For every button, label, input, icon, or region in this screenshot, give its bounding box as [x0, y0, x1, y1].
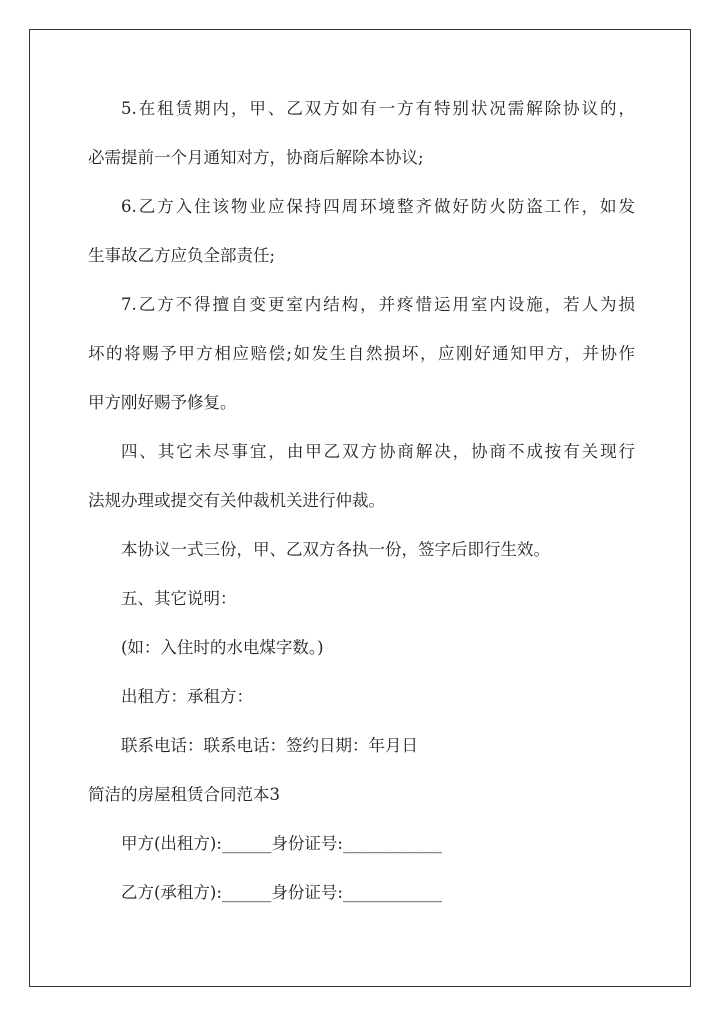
clause-5-line-2: 必需提前一个月通知对方，协商后解除本协议; [88, 148, 424, 167]
section-4-line-1: 四、其它未尽事宜，由甲乙双方协商解决，协商不成按有关现行 [121, 442, 635, 461]
clause-7-line-3: 甲方刚好赐予修复。 [88, 393, 237, 412]
signatories-line: 出租方：承租方： [121, 687, 253, 706]
contract-3-title: 简洁的房屋租赁合同范本3 [88, 785, 280, 804]
section-5-heading: 五、其它说明： [121, 589, 237, 608]
contact-date-line: 联系电话：联系电话：签约日期：年月日 [121, 736, 418, 755]
party-a-line: 甲方(出租方):______身份证号:____________ [121, 834, 442, 853]
clause-7-line-1: 7.乙方不得擅自变更室内结构，并疼惜运用室内设施，若人为损 [121, 295, 635, 314]
clause-6-line-2: 生事故乙方应负全部责任; [88, 246, 276, 265]
clause-6-line-1: 6.乙方入住该物业应保持四周环境整齐做好防火防盗工作，如发 [121, 197, 635, 216]
section-4-line-2: 法规办理或提交有关仲裁机关进行仲裁。 [88, 491, 385, 510]
clause-7-line-2: 坏的将赐予甲方相应赔偿;如发生自然损坏，应刚好通知甲方，并协作 [88, 344, 635, 363]
copies-clause: 本协议一式三份，甲、乙双方各执一份，签字后即行生效。 [121, 540, 550, 559]
meter-readings-note: (如：入住时的水电煤字数。) [121, 638, 324, 657]
clause-5-line-1: 5.在租赁期内，甲、乙双方如有一方有特别状况需解除协议的， [121, 99, 635, 118]
party-b-line: 乙方(承租方):______身份证号:____________ [121, 883, 442, 902]
